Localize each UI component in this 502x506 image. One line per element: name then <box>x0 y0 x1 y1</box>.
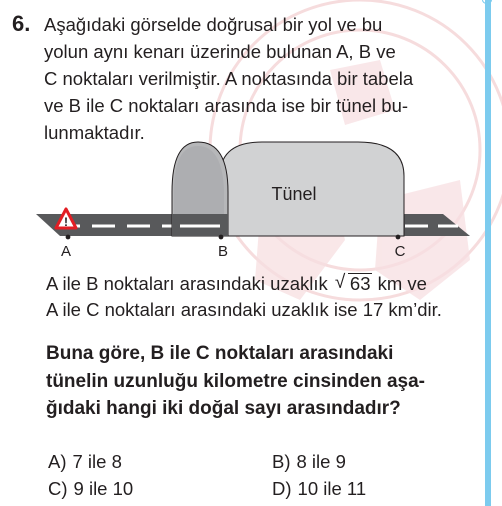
prompt-line: ğıdaki hangi iki doğal sayı arasındadır? <box>46 398 401 419</box>
point-b-marker <box>219 235 224 240</box>
option-text: 9 ile 10 <box>73 478 134 499</box>
option-c[interactable] <box>48 478 133 500</box>
option-text: 7 ile 8 <box>72 451 122 472</box>
distance-line-ac: A ile C noktaları arasındaki uzaklık ise 17 km’dir. <box>46 299 442 320</box>
tunnel-label: Tünel <box>271 184 317 204</box>
option-d[interactable] <box>272 478 366 500</box>
square-root <box>335 271 373 297</box>
point-label-b: B <box>217 243 229 260</box>
distance-ab-prefix: A ile B noktaları arasındaki uzaklık <box>46 273 333 294</box>
point-c-marker <box>396 235 401 240</box>
option-text: 10 ile 11 <box>297 478 367 499</box>
point-label-c: C <box>394 243 406 260</box>
question-prompt <box>46 340 476 423</box>
option-b[interactable] <box>272 451 346 473</box>
distance-info <box>46 271 486 323</box>
distance-ab-suffix: km ve <box>372 273 427 294</box>
distance-line-ab <box>46 271 486 297</box>
warning-sign-symbol: ! <box>64 215 68 229</box>
option-letter: B) <box>272 451 291 472</box>
radicand: 63 <box>349 273 371 294</box>
point-label-a: A <box>60 243 72 260</box>
radical-sign-icon: √ <box>334 272 346 293</box>
option-text: 8 ile 9 <box>296 451 346 472</box>
intro-line: Aşağıdaki görselde doğrusal bir yol ve bu <box>44 14 383 35</box>
option-letter: A) <box>48 451 67 472</box>
prompt-line: Buna göre, B ile C noktaları arasındaki <box>46 343 394 364</box>
intro-line: ve B ile C noktaları arasında ise bir tünel bu- <box>44 95 409 116</box>
intro-line: C noktaları verilmiştir. A noktasında bir tabela <box>44 68 414 89</box>
option-a[interactable] <box>48 451 122 473</box>
intro-line: lunmaktadır. <box>44 122 145 143</box>
option-letter: C) <box>48 478 68 499</box>
prompt-line: tünelin uzunluğu kilometre cinsinden aşa- <box>46 370 425 392</box>
intro-line: yolun aynı kenarı üzerinde bulunan A, B ve <box>44 41 396 62</box>
question-number: 6. <box>12 11 31 36</box>
option-letter: D) <box>272 478 292 499</box>
point-a-marker <box>66 235 71 240</box>
